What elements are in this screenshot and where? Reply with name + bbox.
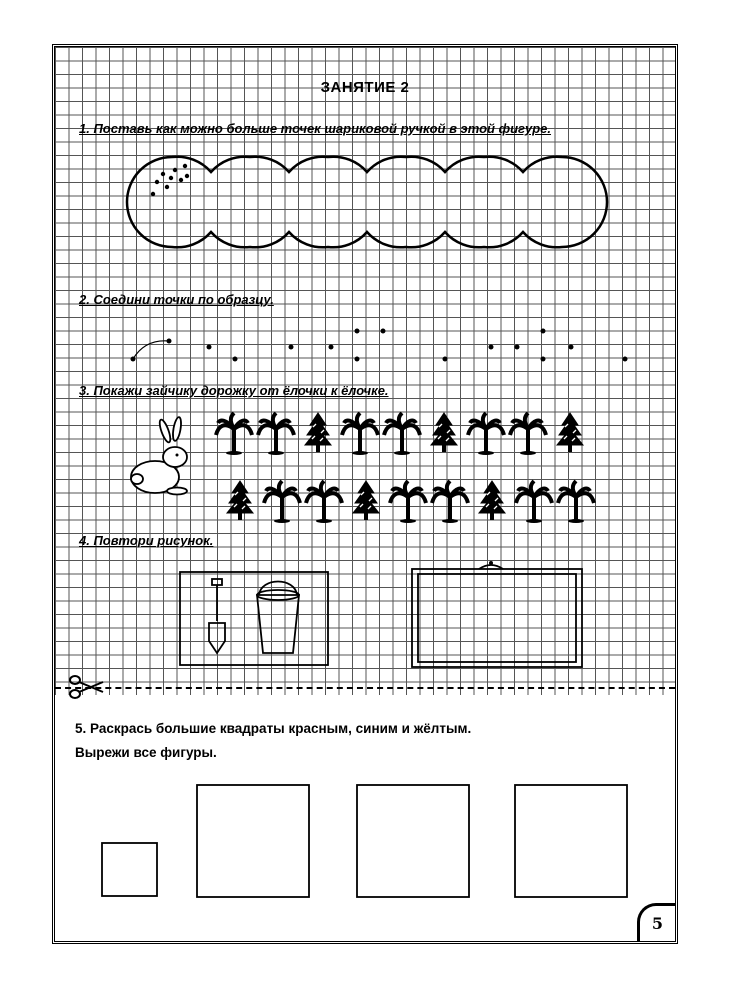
bottom-tree-row (227, 481, 594, 523)
scissors-icon (69, 673, 109, 701)
worksheet-page (52, 44, 678, 944)
task-1-text: 1. Поставь как можно больше точек шариковой ручкой в этой фигуре. (79, 121, 552, 136)
dot-pattern[interactable] (125, 327, 645, 367)
top-tree-row (216, 413, 583, 455)
shovel-icon (209, 579, 225, 653)
small-square (102, 843, 157, 896)
large-square-1 (197, 785, 309, 897)
task-4-text: 4. Повтори рисунок. (79, 533, 214, 548)
tree-rows[interactable] (220, 409, 600, 529)
bucket-icon (257, 582, 299, 654)
squares-to-cut[interactable] (99, 777, 639, 903)
task-5-text-2: Вырежи все фигуры. (75, 745, 217, 760)
rabbit-icon (127, 419, 199, 499)
task-3-text: 3. Покажи зайчику дорожку от ёлочки к ёлочке. (79, 383, 389, 398)
circle-chain[interactable] (127, 152, 627, 252)
empty-frame-copy[interactable] (411, 557, 583, 669)
page-number: 5 (637, 903, 675, 941)
large-square-2 (357, 785, 469, 897)
large-square-3 (515, 785, 627, 897)
task-5-text: 5. Раскрась большие квадраты красным, синим и жёлтым. (75, 721, 472, 736)
shovel-bucket-sample (179, 571, 329, 666)
cut-line (55, 687, 675, 691)
task-2-text: 2. Соедини точки по образцу. (79, 292, 274, 307)
page-title: ЗАНЯТИЕ 2 (320, 79, 410, 96)
